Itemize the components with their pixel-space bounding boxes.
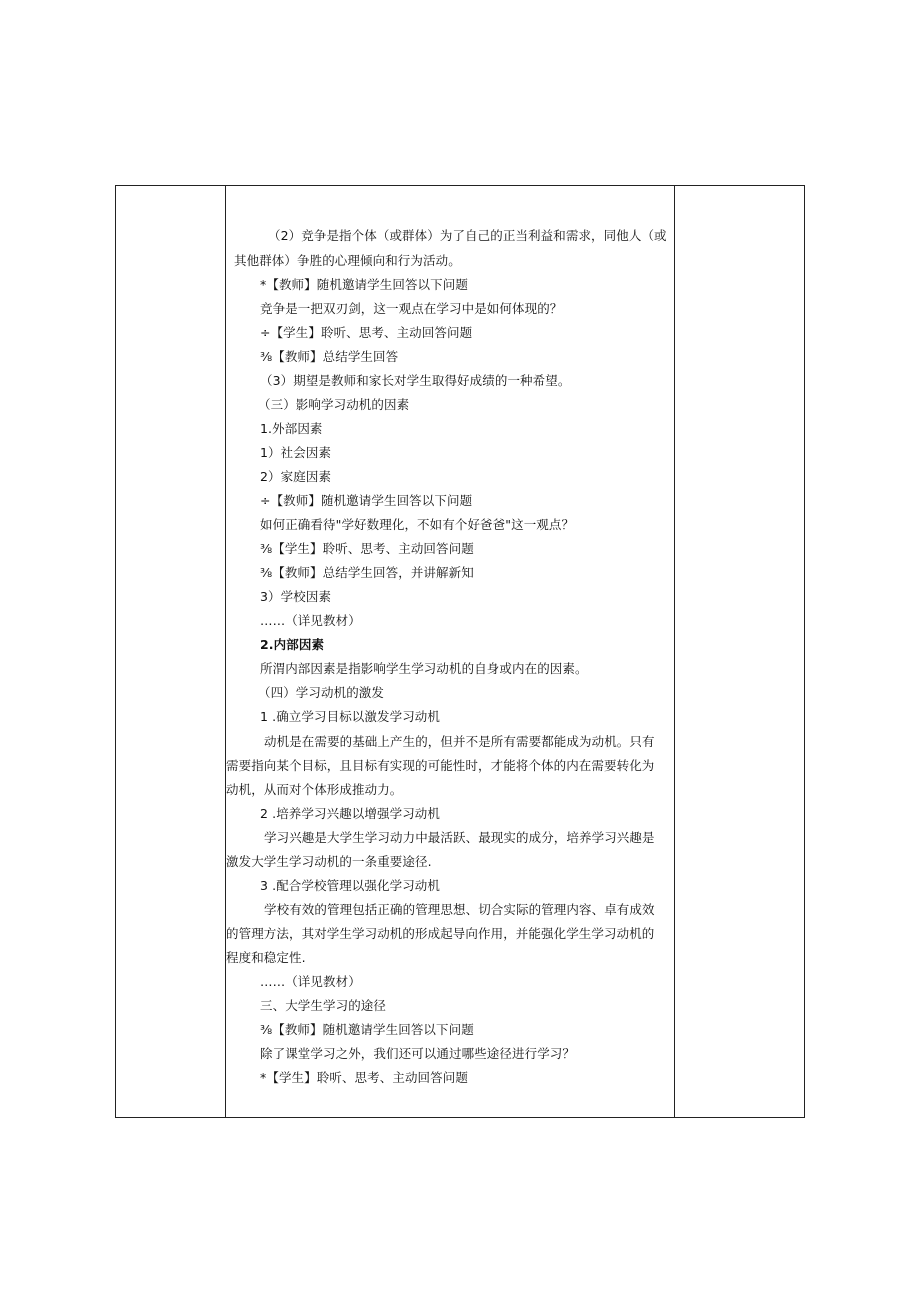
text-line: ⅜【教师】随机邀请学生回答以下问题 — [260, 1022, 474, 1037]
text-line: 的管理方法，其对学生学习动机的形成起导向作用，并能强化学生学习动机的 — [226, 926, 655, 941]
text-line: 其他群体）争胜的心理倾向和行为活动。 — [234, 253, 461, 268]
text-line: ÷【教师】随机邀请学生回答以下问题 — [260, 493, 473, 508]
subheading: 1 .确立学习目标以激发学习动机 — [260, 709, 441, 724]
text-line: （2）竞争是指个体（或群体）为了自己的正当利益和需求，同他人（或 — [268, 228, 667, 243]
table-content-cell — [226, 186, 674, 1117]
table-left-cell — [116, 186, 225, 1117]
text-line: 所渭内部因素是指影响学生学习动机的自身或内在的因素。 — [260, 661, 588, 676]
text-line: ⅜【学生】聆听、思考、主动回答问题 — [260, 541, 474, 556]
text-line: 除了课堂学习之外，我们还可以通过哪些途径进行学习？ — [260, 1046, 576, 1061]
text-line: 2）家庭因素 — [260, 469, 332, 484]
text-line: ……（详见教材） — [260, 613, 361, 628]
text-line: （3）期望是教师和家长对学生取得好成绩的一种希望。 — [260, 373, 571, 388]
text-line: ⅜【教师】总结学生回答，并讲解新知 — [260, 565, 474, 580]
subheading: 1.外部因素 — [260, 421, 323, 436]
text-line: 1）社会因素 — [260, 445, 332, 460]
section-heading: （三）影响学习动机的因素 — [258, 397, 410, 412]
table-right-cell — [675, 186, 804, 1117]
text-line: 学习兴趣是大学生学习动力中最活跃、最现实的成分，培养学习兴趣是 — [264, 830, 655, 845]
subheading: 2 .培养学习兴趣以增强学习动机 — [260, 806, 441, 821]
text-line: 动机是在需要的基础上产生的，但并不是所有需要都能成为动机。只有 — [264, 734, 655, 749]
text-line: *【学生】聆听、思考、主动回答问题 — [260, 1070, 468, 1085]
text-line: 激发大学生学习动机的一条重要途径. — [226, 854, 432, 869]
text-line: ⅜【教师】总结学生回答 — [260, 349, 399, 364]
lesson-table — [115, 185, 805, 1118]
text-line: 需要指向某个目标，且目标有实现的可能性时，才能将个体的内在需要转化为 — [226, 758, 655, 773]
text-line: 学校有效的管理包括正确的管理思想、切合实际的管理内容、卓有成效 — [264, 902, 655, 917]
text-line: ……（详见教材） — [260, 974, 361, 989]
text-line: *【教师】随机邀请学生回答以下问题 — [260, 277, 468, 292]
subheading: 2.内部因素 — [260, 637, 325, 652]
subheading: 3 .配合学校管理以强化学习动机 — [260, 878, 441, 893]
text-line: 如何正确看待"学好数理化，不如有个好爸爸"这一观点？ — [260, 517, 575, 532]
text-line: 竞争是一把双刃剑，这一观点在学习中是如何体现的？ — [260, 301, 563, 316]
text-line: 动机，从而对个体形成推动力。 — [226, 782, 403, 797]
section-heading: （四）学习动机的激发 — [258, 685, 385, 700]
text-line: 程度和稳定性. — [226, 950, 306, 965]
section-heading: 三、大学生学习的途径 — [260, 998, 387, 1013]
text-line: 3）学校因素 — [260, 589, 332, 604]
text-line: ÷【学生】聆听、思考、主动回答问题 — [260, 325, 473, 340]
